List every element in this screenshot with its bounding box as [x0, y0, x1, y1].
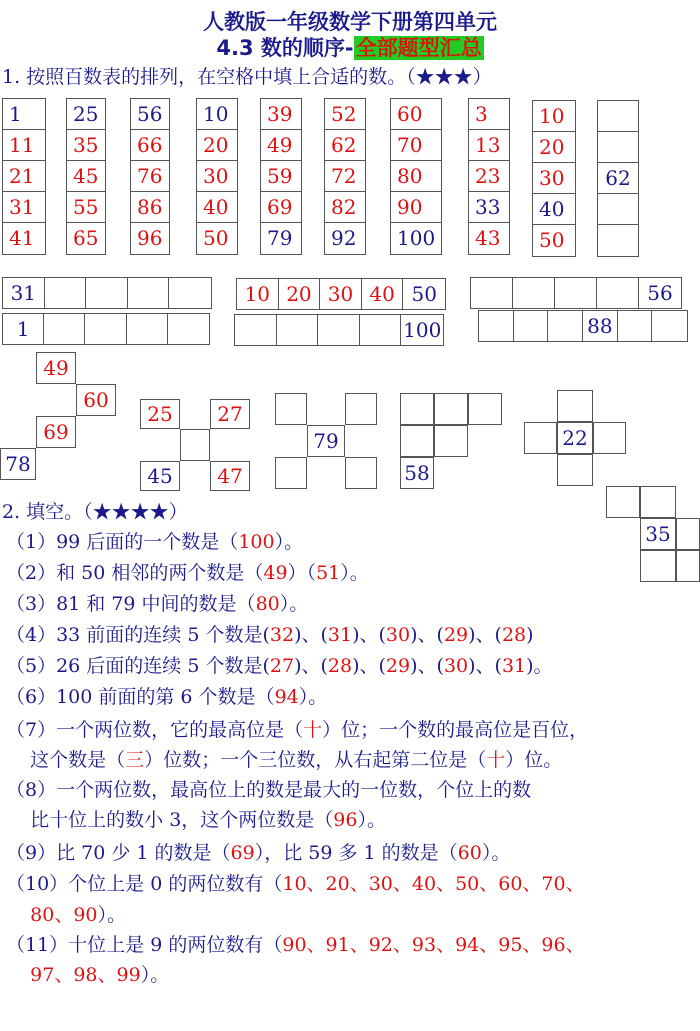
question-text: （1）99 后面的一个数是（ — [6, 531, 239, 553]
shape-cell: 27 — [210, 399, 250, 429]
grid-cell: 82 — [325, 192, 365, 223]
grid-cell: 80 — [391, 161, 441, 192]
question-text: ）。 — [481, 842, 511, 864]
shape-cell — [180, 429, 210, 461]
question-line — [6, 527, 303, 557]
grid-cell — [597, 278, 639, 308]
section1-heading: 1. 按照百数表的排列，在空格中填上合适的数。（★★★） — [2, 66, 492, 88]
number-row — [2, 277, 212, 309]
answer-text: 31 — [327, 624, 353, 646]
grid-cell: 39 — [261, 99, 301, 130]
question-text: )、( — [468, 624, 502, 646]
grid-cell: 30 — [533, 163, 575, 194]
grid-cell: 72 — [325, 161, 365, 192]
grid-cell — [128, 278, 170, 308]
question-text: )、( — [352, 624, 386, 646]
number-column — [130, 98, 170, 255]
answer-text: 94 — [274, 686, 299, 708]
question-text: （2）和 50 相邻的两个数是（ — [6, 562, 264, 584]
grid-cell: 59 — [261, 161, 301, 192]
grid-cell: 79 — [267, 226, 293, 250]
answer-text: 30 — [385, 624, 411, 646]
question-text: （7）一个两位数，它的最高位是（ — [6, 719, 304, 741]
question-text: （8）一个两位数，最高位上的数是最大的一位数，个位上的数 — [6, 779, 532, 801]
shape-cell — [434, 393, 468, 425]
question-text: 比十位上的数小 3，这个两位数是（ — [6, 809, 334, 831]
grid-cell — [44, 314, 85, 344]
shape-cell: 22 — [557, 422, 593, 454]
answer-text: 31 — [501, 655, 527, 677]
answer-text: 28 — [501, 624, 527, 646]
question-text: （11）十位上是 9 的两位数有（ — [6, 934, 283, 956]
number-column — [260, 98, 302, 255]
answer-text: 29 — [443, 624, 469, 646]
grid-cell — [169, 278, 211, 308]
shape-cell — [676, 550, 700, 582]
answer-text: 29 — [385, 655, 411, 677]
question-line — [6, 805, 386, 835]
answer-text: 60 — [457, 842, 482, 864]
grid-cell: 65 — [73, 226, 99, 250]
grid-cell: 56 — [131, 99, 169, 130]
grid-cell: 92 — [331, 226, 357, 250]
grid-cell — [318, 315, 360, 345]
shape-cell — [275, 457, 307, 489]
grid-cell: 31 — [3, 192, 45, 223]
question-text: ）。 — [298, 686, 328, 708]
grid-cell: 10 — [533, 101, 575, 132]
shape-cell — [275, 393, 307, 425]
question-text: ）。 — [274, 531, 304, 553]
title-line2 — [0, 32, 700, 62]
question-text: )、( — [294, 624, 328, 646]
shape-cell: 25 — [140, 399, 180, 429]
grid-cell: 86 — [131, 192, 169, 223]
grid-cell: 43 — [475, 226, 501, 250]
answer-text: 27 — [269, 655, 295, 677]
question-line — [6, 930, 585, 960]
question-text: （4）33 前面的连续 5 个数是( — [6, 624, 270, 646]
shape-cell — [400, 425, 434, 457]
grid-cell: 13 — [469, 130, 509, 161]
grid-cell: 23 — [469, 161, 509, 192]
grid-cell: 40 — [197, 192, 237, 223]
grid-cell: 33 — [469, 192, 509, 223]
shape-cell: 79 — [307, 425, 345, 457]
question-text: ），比 59 多 1 的数是（ — [254, 842, 458, 864]
question-text: )、( — [294, 655, 328, 677]
answer-text: 30 — [443, 655, 469, 677]
question-text: ）。 — [340, 562, 369, 584]
title-prefix: 4.3 数的顺序- — [216, 36, 354, 60]
grid-cell — [277, 315, 319, 345]
number-column — [597, 100, 639, 257]
grid-cell: 62 — [598, 163, 638, 194]
answer-text: 51 — [316, 562, 341, 584]
grid-cell — [598, 225, 638, 256]
grid-cell — [127, 314, 168, 344]
grid-cell: 45 — [67, 161, 105, 192]
shape-cell — [345, 457, 377, 489]
shape-cell: 49 — [36, 352, 76, 384]
shape-cell — [593, 422, 626, 454]
shape-cell — [524, 422, 557, 454]
number-row — [234, 314, 444, 346]
grid-cell: 69 — [261, 192, 301, 223]
number-row — [478, 310, 688, 342]
grid-cell: 35 — [67, 130, 105, 161]
grid-cell: 10 — [237, 279, 279, 309]
number-column — [468, 98, 510, 255]
question-line — [6, 620, 534, 650]
grid-cell — [479, 311, 514, 341]
grid-cell: 40 — [362, 279, 404, 309]
grid-cell: 31 — [3, 278, 45, 308]
question-text: )、( — [468, 655, 502, 677]
shape-cell — [676, 518, 700, 550]
grid-cell: 20 — [533, 132, 575, 163]
question-text: （3）81 和 79 中间的数是（ — [6, 593, 256, 615]
shape-cell: 47 — [210, 461, 250, 491]
title-highlight: 全部题型汇总 — [355, 36, 482, 60]
question-line — [6, 745, 562, 775]
answer-text: 十 — [486, 749, 506, 771]
shape-cell: 45 — [140, 461, 180, 491]
answer-text: 100 — [238, 531, 275, 553]
grid-cell: 76 — [131, 161, 169, 192]
grid-cell — [86, 278, 128, 308]
question-text: 这个数是（ — [6, 749, 126, 771]
grid-cell: 62 — [325, 130, 365, 161]
grid-cell: 41 — [9, 226, 35, 250]
grid-cell: 100 — [403, 318, 442, 342]
grid-cell: 88 — [583, 311, 618, 341]
shape-cell — [557, 390, 593, 422]
grid-cell: 96 — [137, 226, 163, 250]
grid-cell — [598, 101, 638, 132]
number-column — [66, 98, 106, 255]
grid-cell: 55 — [67, 192, 105, 223]
number-row — [236, 278, 446, 310]
question-line — [6, 869, 585, 899]
question-text — [6, 964, 30, 986]
question-text: ）位；一个数的最高位是百位， — [322, 719, 589, 741]
question-text: ）（ — [287, 562, 317, 584]
shape-cell — [400, 393, 434, 425]
grid-cell: 10 — [197, 99, 237, 130]
grid-cell: 20 — [279, 279, 321, 309]
grid-cell: 52 — [325, 99, 365, 130]
question-line — [6, 838, 510, 868]
question-line — [6, 558, 369, 588]
answer-text: 96 — [333, 809, 358, 831]
grid-cell — [168, 314, 209, 344]
question-line — [6, 900, 126, 930]
shape-cell — [640, 550, 676, 582]
shape-cell: 35 — [640, 518, 676, 550]
shape-cell — [640, 486, 676, 518]
grid-cell — [471, 278, 513, 308]
question-text: （5）26 后面的连续 5 个数是( — [6, 655, 270, 677]
grid-cell: 20 — [197, 130, 237, 161]
grid-cell: 30 — [320, 279, 362, 309]
grid-cell — [598, 132, 638, 163]
question-line — [6, 715, 588, 745]
grid-cell: 1 — [3, 314, 44, 344]
grid-cell — [598, 194, 638, 225]
shape-cell: 78 — [0, 448, 36, 480]
number-column — [196, 98, 238, 255]
section2-heading: 2. 填空。（★★★★） — [2, 501, 188, 523]
question-text — [6, 904, 30, 926]
number-column — [2, 98, 46, 255]
number-row — [470, 277, 682, 309]
question-text: )。 — [526, 655, 553, 677]
grid-cell: 49 — [261, 130, 301, 161]
question-text: )、( — [410, 655, 444, 677]
grid-cell: 11 — [3, 130, 45, 161]
grid-cell: 21 — [3, 161, 45, 192]
number-row — [2, 313, 210, 345]
shape-cell — [434, 425, 468, 457]
shape-cell: 58 — [400, 457, 434, 489]
shape-cell — [468, 393, 502, 425]
grid-cell: 25 — [67, 99, 105, 130]
grid-cell — [513, 278, 555, 308]
question-text: ）。 — [279, 593, 309, 615]
grid-cell — [85, 314, 126, 344]
answer-text: 97、98、99 — [30, 964, 141, 986]
question-text: （9）比 70 少 1 的数是（ — [6, 842, 231, 864]
grid-cell: 60 — [391, 99, 441, 130]
grid-cell: 1 — [3, 99, 45, 130]
grid-cell: 100 — [397, 226, 436, 250]
shape-cell — [557, 454, 593, 486]
number-column — [532, 100, 576, 257]
grid-cell: 90 — [391, 192, 441, 223]
answer-text: 10、20、30、40、50、60、70、 — [282, 873, 585, 895]
grid-cell: 30 — [197, 161, 237, 192]
question-text: )、( — [352, 655, 386, 677]
grid-cell: 56 — [647, 281, 673, 305]
answer-text: 90、91、92、93、94、95、96、 — [282, 934, 585, 956]
grid-cell — [548, 311, 583, 341]
question-text: ) — [526, 624, 534, 646]
grid-cell — [514, 311, 549, 341]
grid-cell — [555, 278, 597, 308]
answer-text: 28 — [327, 655, 353, 677]
question-text: ）。 — [140, 964, 170, 986]
shape-cell: 69 — [36, 416, 76, 448]
answer-text: 49 — [263, 562, 288, 584]
answer-text: 三 — [125, 749, 145, 771]
shape-cell — [606, 486, 640, 518]
question-line — [6, 960, 169, 990]
question-line — [6, 589, 308, 619]
answer-text: 十 — [303, 719, 323, 741]
grid-cell: 50 — [203, 226, 229, 250]
question-text: ）。 — [97, 904, 127, 926]
answer-text: 32 — [269, 624, 295, 646]
question-text: （6）100 前面的第 6 个数是（ — [6, 686, 275, 708]
number-column — [324, 98, 366, 255]
question-text: )、( — [410, 624, 444, 646]
question-line — [6, 682, 327, 712]
question-line — [6, 651, 553, 681]
grid-cell: 50 — [539, 228, 565, 252]
grid-cell: 70 — [391, 130, 441, 161]
shape-cell — [345, 393, 377, 425]
shape-cell: 60 — [76, 384, 116, 416]
answer-text: 69 — [230, 842, 255, 864]
question-line — [6, 775, 531, 805]
number-column — [390, 98, 442, 255]
question-text: ）。 — [357, 809, 386, 831]
grid-cell: 50 — [411, 282, 437, 306]
answer-text: 80 — [255, 593, 280, 615]
grid-cell: 66 — [131, 130, 169, 161]
grid-cell — [45, 278, 87, 308]
answer-text: 80、90 — [30, 904, 98, 926]
title-line1: 人教版一年级数学下册第四单元 — [203, 10, 497, 34]
grid-cell — [360, 315, 402, 345]
grid-cell: 40 — [533, 194, 575, 225]
grid-cell — [652, 311, 687, 341]
grid-cell — [618, 311, 653, 341]
question-text: ）位。 — [505, 749, 563, 771]
question-text: （10）个位上是 0 的两位数有（ — [6, 873, 283, 895]
question-text: ）位数；一个三位数，从右起第二位是（ — [144, 749, 487, 771]
grid-cell: 3 — [469, 99, 509, 130]
grid-cell — [235, 315, 277, 345]
